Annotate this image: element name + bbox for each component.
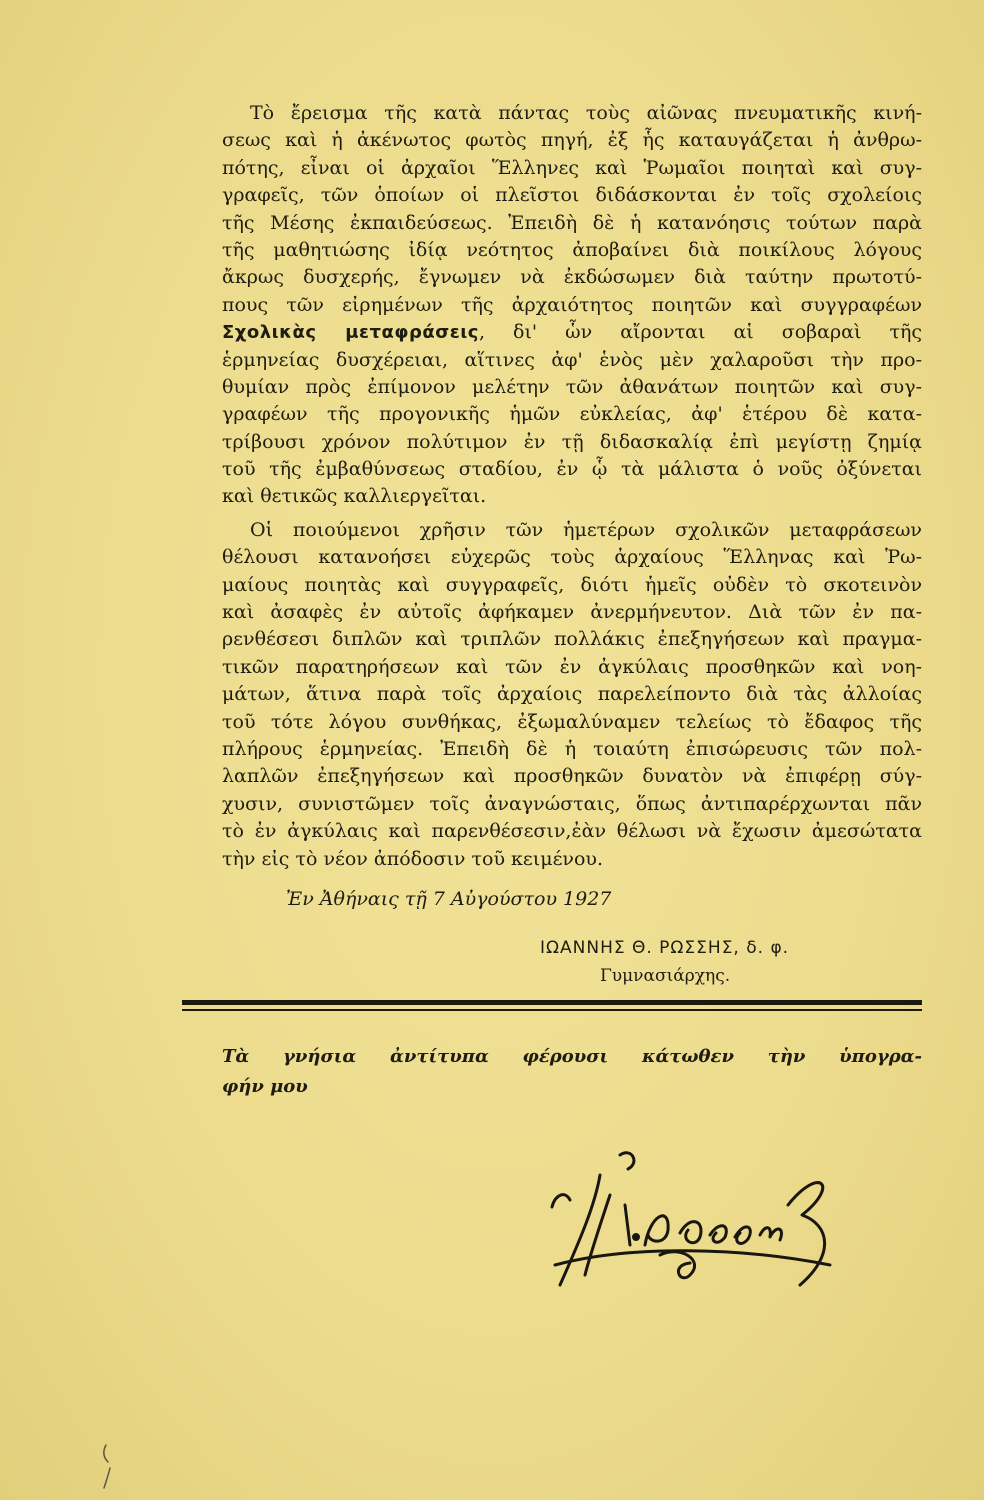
text-line: ἑρμηνείας δυσχέρειαι, αἵτινες ἀφ' ἑνὸς μὲν χαλαροῦσι τὴν προ- — [222, 348, 922, 371]
note-line: Τὰ γνήσια ἀντίτυπα φέρουσι κάτωθεν τὴν ὑπογρα- — [222, 1046, 922, 1067]
text-line: τῆς μαθητιώσης ἰδίᾳ νεότητος ἀποβαίνει διὰ ποικίλους λόγους — [222, 238, 922, 261]
text-line: πλήρους ἑρμηνείας. Ἐπειδὴ δὲ ἡ τοιαύτη ἐπισώρευσις τῶν πολ- — [222, 737, 922, 760]
text-line: τοῦ τῆς ἐμβαθύνσεως σταδίου, ἐν ᾧ τὰ μάλιστα ὁ νοῦς ὀξύνεται — [222, 458, 922, 481]
text-line: σεως καὶ ἡ ἀκένωτος φωτὸς πηγή, ἐξ ἧς καταυγάζεται ἡ ἀνθρω- — [222, 129, 922, 152]
paragraph — [222, 517, 922, 873]
text-line: τικῶν παρατηρήσεων καὶ τῶν ἐν ἀγκύλαις προσθηκῶν καὶ νοη- — [222, 655, 922, 678]
handwritten-signature — [540, 1145, 840, 1305]
authenticity-note — [222, 1042, 922, 1102]
dateline: Ἐν Ἀθήναις τῇ 7 Αὐγούστου 1927 — [286, 888, 612, 910]
text-line: λαπλῶν ἐπεξηγήσεων καὶ προσθηκῶν δυνατὸν νὰ ἐπιφέρῃ σύγ- — [222, 765, 922, 788]
text-line: γραφέων τῆς προγονικῆς ἡμῶν εὐκλείας, ἀφ' ἑτέρου δὲ κατα- — [222, 403, 922, 426]
text-line: Τὸ ἔρεισμα τῆς κατὰ πάντας τοὺς αἰῶνας πνευματικῆς κινή- — [250, 102, 922, 124]
text-line: καὶ ἀσαφὲς ἐν αὐτοῖς ἀφήκαμεν ἀνερμήνευτον. Διὰ τῶν ἐν πα- — [222, 601, 922, 624]
text-line: Οἱ ποιούμενοι χρῆσιν τῶν ἡμετέρων σχολικῶν μεταφράσεων — [250, 518, 922, 541]
text-line: πους τῶν εἰρημένων τῆς ἀρχαιότητος ποιητῶν καὶ συγγραφέων — [222, 293, 922, 316]
text-line: πότης, εἶναι οἱ ἀρχαῖοι Ἕλληνες καὶ Ῥωμαῖοι ποιηταὶ καὶ συγ- — [222, 156, 922, 179]
text-line: γραφεῖς, τῶν ὁποίων οἱ πλεῖστοι διδάσκονται ἐν τοῖς σχολείοις — [222, 184, 922, 207]
divider-thin — [182, 1009, 922, 1011]
divider-thick — [182, 1000, 922, 1005]
paragraph — [222, 100, 922, 511]
preface-body — [222, 100, 922, 879]
text-line: Σχολικὰς μεταφράσεις, δι' ὧν αἴρονται αἱ σοβαραὶ τῆς — [222, 321, 922, 344]
text-line: θυμίαν πρὸς ἐπίμονον μελέτην τῶν ἀθανάτων ποιητῶν καὶ συγ- — [222, 375, 922, 398]
text-line: ρενθέσεσι διπλῶν καὶ τριπλῶν πολλάκις ἐπεξηγήσεων καὶ πραγμα- — [222, 628, 922, 651]
text-line: τοῦ τότε λόγου συνθήκας, ἐξωμαλύναμεν τελείως τὸ ἔδαφος τῆς — [222, 710, 922, 733]
margin-pencil-mark — [96, 1440, 120, 1490]
text-line: καὶ θετικῶς καλλιεργεῖται. — [222, 485, 487, 508]
text-line: τρίβουσι χρόνον πολύτιμον ἐν τῇ διδασκαλίᾳ ἐπὶ μεγίστῃ ζημίᾳ — [222, 430, 922, 453]
text-line: χυσιν, συνιστῶμεν τοῖς ἀναγνώσταις, ὅπως ἀντιπαρέρχωνται πᾶν — [222, 792, 922, 815]
note-line: φήν μου — [222, 1076, 308, 1097]
text-line: τὸ ἐν ἀγκύλαις καὶ παρενθέσεσιν,ἐὰν θέλωσι νὰ ἔχωσιν ἀμεσώτατα — [222, 820, 922, 843]
text-line: θέλουσι κατανοήσει εὐχερῶς τοὺς ἀρχαίους Ἕλληνας καὶ Ῥω- — [222, 546, 922, 569]
text-line: τὴν εἰς τὸ νέον ἀπόδοσιν τοῦ κειμένου. — [222, 847, 603, 870]
text-line: μάτων, ἅτινα παρὰ τοῖς ἀρχαίοις παρελείποντο διὰ τὰς ἀλλοίας — [222, 683, 922, 706]
text-line: ἄκρως δυσχερής, ἔγνωμεν νὰ ἐκδώσωμεν διὰ ταύτην πρωτοτύ- — [222, 266, 922, 289]
text-line: τῆς Μέσης ἐκπαιδεύσεως. Ἐπειδὴ δὲ ἡ κατανόησις τούτων παρὰ — [222, 211, 922, 234]
author-name: ΙΩΑΝΝΗΣ Θ. ΡΩΣΣΗΣ, δ. φ. — [540, 938, 790, 958]
text-line: μαίους ποιητὰς καὶ συγγραφεῖς, διότι ἡμεῖς οὐδὲν τὸ σκοτεινὸν — [222, 573, 922, 596]
author-role: Γυμνασιάρχης. — [600, 966, 731, 986]
